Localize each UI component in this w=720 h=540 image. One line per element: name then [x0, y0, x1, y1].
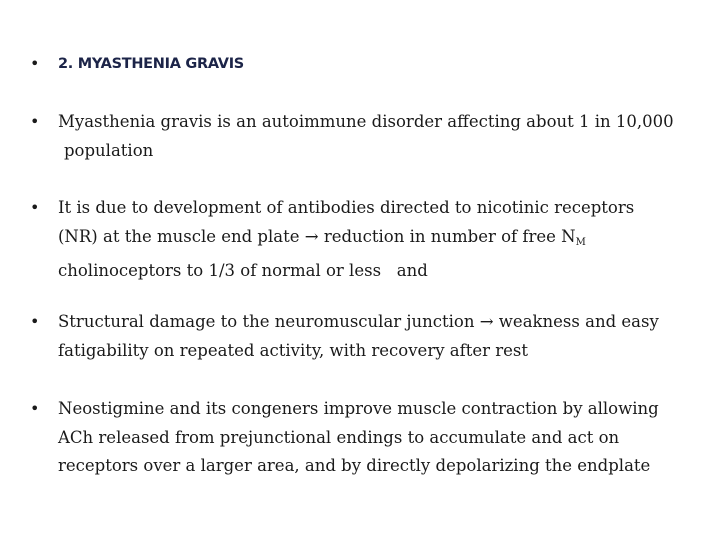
bullet-line: It is due to development of antibodies directed to nicotinic receptors [58, 198, 635, 217]
subscript-m: M [575, 236, 586, 248]
bullet-line: fatigability on repeated activity, with recovery after rest [58, 340, 528, 360]
bullet-text [58, 308, 690, 365]
bullet-icon: • [30, 54, 40, 73]
bullet-icon: • [30, 312, 40, 331]
bullet-line: Neostigmine and its congeners improve muscle contraction by allowing [58, 399, 659, 418]
bullet-line [58, 223, 690, 258]
bullet-icon: • [30, 198, 40, 217]
bullet-line: cholinoceptors to 1/3 of normal or less and [58, 261, 428, 280]
bullet-line: population [64, 140, 154, 160]
bullet-text [58, 395, 690, 481]
bullet-line: Structural damage to the neuromuscular junction → weakness and easy [58, 312, 659, 331]
slide-heading: 2. MYASTHENIA GRAVIS [58, 56, 244, 72]
bullet-text [58, 108, 690, 165]
bullet-icon: • [30, 112, 40, 131]
bullet-line: ACh released from prejunctional endings to accumulate and act on [58, 427, 620, 447]
bullet-text [58, 194, 690, 286]
bullet-line-main: (NR) at the muscle end plate → reduction in number of free N [58, 226, 576, 246]
bullet-line: receptors over a larger area, and by directly depolarizing the endplate [58, 456, 651, 475]
bullet-icon: • [30, 399, 40, 418]
bullet-line: Myasthenia gravis is an autoimmune disorder affecting about 1 in 10,000 [58, 112, 674, 131]
